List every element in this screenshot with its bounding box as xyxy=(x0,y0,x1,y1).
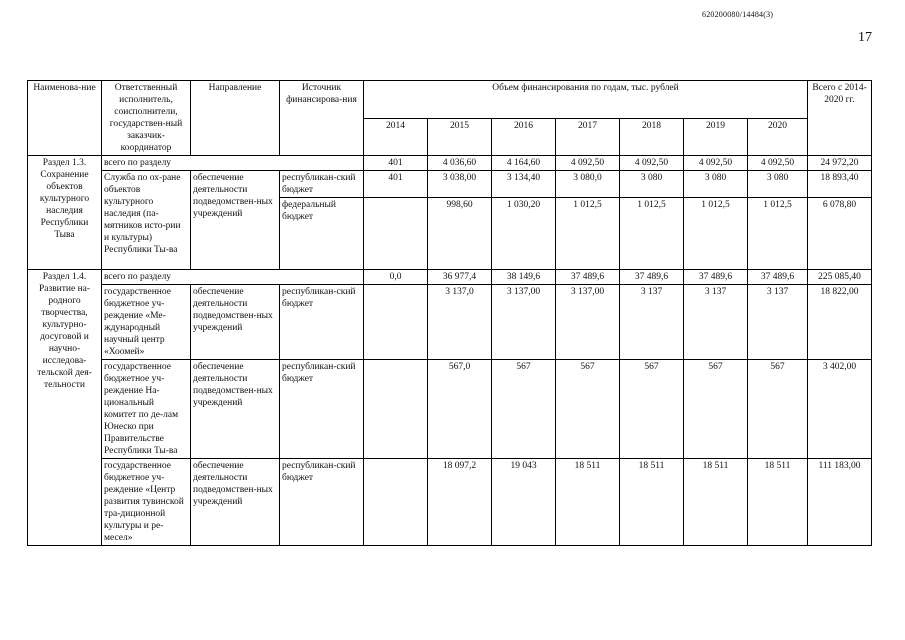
table-cell: 37 489,6 xyxy=(748,270,808,285)
table-cell: 6 078,80 xyxy=(808,198,872,270)
source-cell: республикан-ский бюджет xyxy=(280,285,364,360)
table-cell: 18 822,00 xyxy=(808,285,872,360)
table-cell: 567 xyxy=(748,360,808,459)
table-cell: 3 038,00 xyxy=(428,171,492,198)
table-cell: 225 085,40 xyxy=(808,270,872,285)
header-total: Всего с 2014-2020 гг. xyxy=(808,81,872,156)
table-cell: 3 134,40 xyxy=(492,171,556,198)
table-cell: 18 511 xyxy=(620,459,684,546)
table-row xyxy=(28,459,872,546)
section13-total-row xyxy=(28,156,872,171)
table-cell: 3 080 xyxy=(620,171,684,198)
responsible-cell: государственное бюджетное уч-реждение «Центр развития тувинской тра-диционной культуры и ре-месел» xyxy=(102,459,191,546)
responsible-cell: государственное бюджетное уч-реждение На-циональный комитет по де-лам Юнеско при Правительстве Республики Ты-ва xyxy=(102,360,191,459)
table-cell: 3 137,00 xyxy=(556,285,620,360)
section14-total-row xyxy=(28,270,872,285)
direction-cell: обеспечение деятельности подведомствен-ных учреждений xyxy=(191,285,280,360)
table-cell: 3 137 xyxy=(620,285,684,360)
table-cell: 0,0 xyxy=(364,270,428,285)
table-cell: 37 489,6 xyxy=(620,270,684,285)
table-cell: 1 012,5 xyxy=(748,198,808,270)
header-year: 2016 xyxy=(492,118,556,156)
header-row xyxy=(28,81,872,119)
table-cell: 1 012,5 xyxy=(684,198,748,270)
table-cell: 3 080 xyxy=(748,171,808,198)
section14-name: Раздел 1.4. Развитие на-родного творчества, культурно-досуговой и научно-исследова-тельской дея-тельности xyxy=(28,270,102,546)
header-year: 2018 xyxy=(620,118,684,156)
header-responsible: Ответственный исполнитель, соисполнители, государствен-ный заказчик-координатор xyxy=(102,81,191,156)
document-id: 620200080/14484(3) xyxy=(702,10,774,19)
table-cell: 1 012,5 xyxy=(556,198,620,270)
header-year: 2015 xyxy=(428,118,492,156)
table-cell: 567 xyxy=(492,360,556,459)
table-cell: 18 511 xyxy=(748,459,808,546)
table-cell: 37 489,6 xyxy=(556,270,620,285)
table-cell: 18 511 xyxy=(684,459,748,546)
page-number: 17 xyxy=(858,30,872,45)
source-cell: федеральный бюджет xyxy=(280,198,364,270)
header-year: 2014 xyxy=(364,118,428,156)
table-cell: 18 893,40 xyxy=(808,171,872,198)
table-cell: 1 030,20 xyxy=(492,198,556,270)
direction-cell: обеспечение деятельности подведомствен-ных учреждений xyxy=(191,360,280,459)
table-cell: 37 489,6 xyxy=(684,270,748,285)
table-cell xyxy=(364,285,428,360)
table-cell: 567 xyxy=(620,360,684,459)
table-cell: 567 xyxy=(556,360,620,459)
table-cell: 4 092,50 xyxy=(620,156,684,171)
header-direction: Направление xyxy=(191,81,280,156)
header-year: 2017 xyxy=(556,118,620,156)
table-cell: 4 092,50 xyxy=(748,156,808,171)
table-row xyxy=(28,171,872,198)
table-row xyxy=(28,285,872,360)
table-cell: 998,60 xyxy=(428,198,492,270)
header-year: 2019 xyxy=(684,118,748,156)
table-cell: 38 149,6 xyxy=(492,270,556,285)
section-total-label: всего по разделу xyxy=(102,270,364,285)
table-cell: 3 137,0 xyxy=(428,285,492,360)
source-cell: республикан-ский бюджет xyxy=(280,360,364,459)
table-cell xyxy=(364,198,428,270)
table-cell: 4 036,60 xyxy=(428,156,492,171)
section-total-label: всего по разделу xyxy=(102,156,364,171)
table-cell: 19 043 xyxy=(492,459,556,546)
table-cell: 3 402,00 xyxy=(808,360,872,459)
source-cell: республикан-ский бюджет xyxy=(280,171,364,198)
table-cell: 24 972,20 xyxy=(808,156,872,171)
table-cell: 401 xyxy=(364,171,428,198)
source-cell: республикан-ский бюджет xyxy=(280,459,364,546)
table-cell: 4 092,50 xyxy=(684,156,748,171)
table-cell: 18 097,2 xyxy=(428,459,492,546)
table-cell: 36 977,4 xyxy=(428,270,492,285)
table-cell: 567 xyxy=(684,360,748,459)
section13-name: Раздел 1.3. Сохранение объектов культурного наследия Республики Тыва xyxy=(28,156,102,270)
responsible-cell: Служба по ох-ране объектов культурного наследия (па-мятников исто-рии и культуры) Республики Ты-ва xyxy=(102,171,191,270)
header-funding: Объем финансирования по годам, тыс. рублей xyxy=(364,81,808,119)
header-source: Источник финансирова-ния xyxy=(280,81,364,156)
table-cell: 3 080,0 xyxy=(556,171,620,198)
table-cell: 401 xyxy=(364,156,428,171)
table-cell: 4 092,50 xyxy=(556,156,620,171)
table-cell: 3 137 xyxy=(748,285,808,360)
table-cell: 1 012,5 xyxy=(620,198,684,270)
table-cell xyxy=(364,459,428,546)
table-cell: 3 080 xyxy=(684,171,748,198)
table-cell xyxy=(364,360,428,459)
header-year: 2020 xyxy=(748,118,808,156)
table-cell: 4 164,60 xyxy=(492,156,556,171)
direction-cell: обеспечение деятельности подведомствен-ных учреждений xyxy=(191,459,280,546)
table-cell: 111 183,00 xyxy=(808,459,872,546)
financing-table xyxy=(27,80,872,546)
table-cell: 3 137,00 xyxy=(492,285,556,360)
responsible-cell: государственное бюджетное уч-реждение «Ме-ждународный научный центр «Хоомей» xyxy=(102,285,191,360)
table-cell: 18 511 xyxy=(556,459,620,546)
header-name: Наименова-ние xyxy=(28,81,102,156)
table-cell: 3 137 xyxy=(684,285,748,360)
table-row xyxy=(28,360,872,459)
direction-cell: обеспечение деятельности подведомствен-ных учреждений xyxy=(191,171,280,270)
table-cell: 567,0 xyxy=(428,360,492,459)
